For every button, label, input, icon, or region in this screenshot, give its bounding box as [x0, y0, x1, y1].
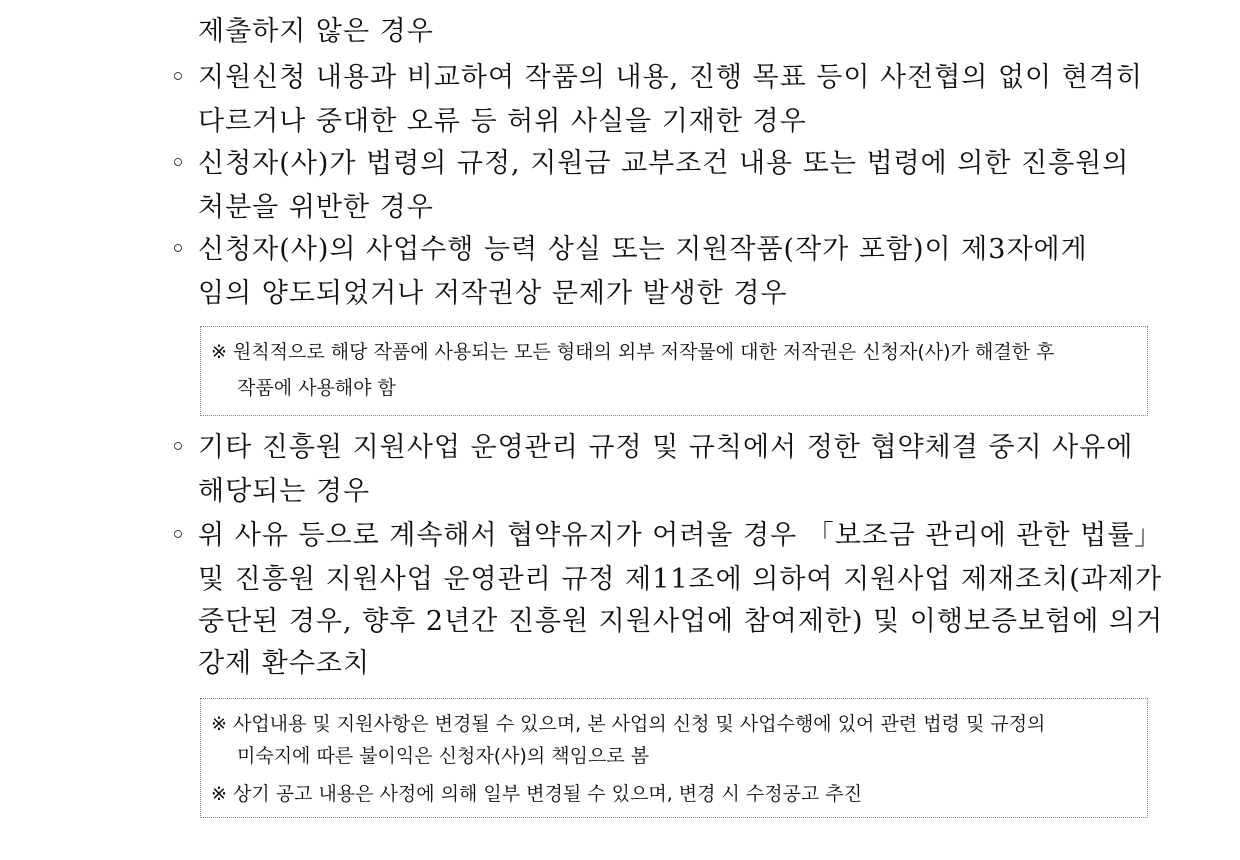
bullet-marker: ◦	[170, 234, 186, 265]
item-3-line-1: 신청자(사)의 사업수행 능력 상실 또는 지원작품(작가 포함)이 제3자에게	[198, 234, 1088, 265]
item-2-line-2: 처분을 위반한 경우	[198, 192, 434, 223]
note-line: ※ 상기 공고 내용은 사정에 의해 일부 변경될 수 있으며, 변경 시 수정공고 추진	[211, 783, 863, 805]
item-5-line-4: 강제 환수조치	[198, 648, 371, 679]
note-box-disclaimer	[200, 698, 1148, 818]
bullet-marker: ◦	[170, 520, 186, 551]
item-1-line-1: 지원신청 내용과 비교하여 작품의 내용, 진행 목표 등이 사전협의 없이 현격히	[198, 62, 1143, 93]
note-line: 미숙지에 따른 불이익은 신청자(사)의 책임으로 봄	[237, 745, 650, 767]
note-line: ※ 원칙적으로 해당 작품에 사용되는 모든 형태의 외부 저작물에 대한 저작권은 신청자(사)가 해결한 후	[211, 341, 1055, 363]
bullet-marker: ◦	[170, 62, 186, 93]
item-5-line-2: 및 진흥원 지원사업 운영관리 규정 제11조에 의하여 지원사업 제재조치(과제가	[198, 564, 1163, 595]
item-5-line-3: 중단된 경우, 향후 2년간 진흥원 지원사업에 참여제한) 및 이행보증보험에 의거	[198, 606, 1164, 637]
item-1-line-2: 다르거나 중대한 오류 등 허위 사실을 기재한 경우	[198, 106, 807, 137]
bullet-marker: ◦	[170, 432, 186, 463]
note-line: 작품에 사용해야 함	[237, 377, 396, 399]
note-line: ※ 사업내용 및 지원사항은 변경될 수 있으며, 본 사업의 신청 및 사업수행에 있어 관련 법령 및 규정의	[211, 713, 1046, 735]
note-box-copyright	[200, 326, 1148, 416]
bullet-marker: ◦	[170, 148, 186, 179]
item-4-line-1: 기타 진흥원 지원사업 운영관리 규정 및 규칙에서 정한 협약체결 중지 사유에	[198, 432, 1134, 463]
item-4-line-2: 해당되는 경우	[198, 476, 371, 507]
item-2-line-1: 신청자(사)가 법령의 규정, 지원금 교부조건 내용 또는 법령에 의한 진흥원의	[198, 148, 1130, 179]
continuation-line: 제출하지 않은 경우	[198, 16, 434, 47]
item-3-line-2: 임의 양도되었거나 저작권상 문제가 발생한 경우	[198, 278, 788, 309]
item-5-line-1: 위 사유 등으로 계속해서 협약유지가 어려울 경우 「보조금 관리에 관한 법률」	[198, 520, 1163, 551]
